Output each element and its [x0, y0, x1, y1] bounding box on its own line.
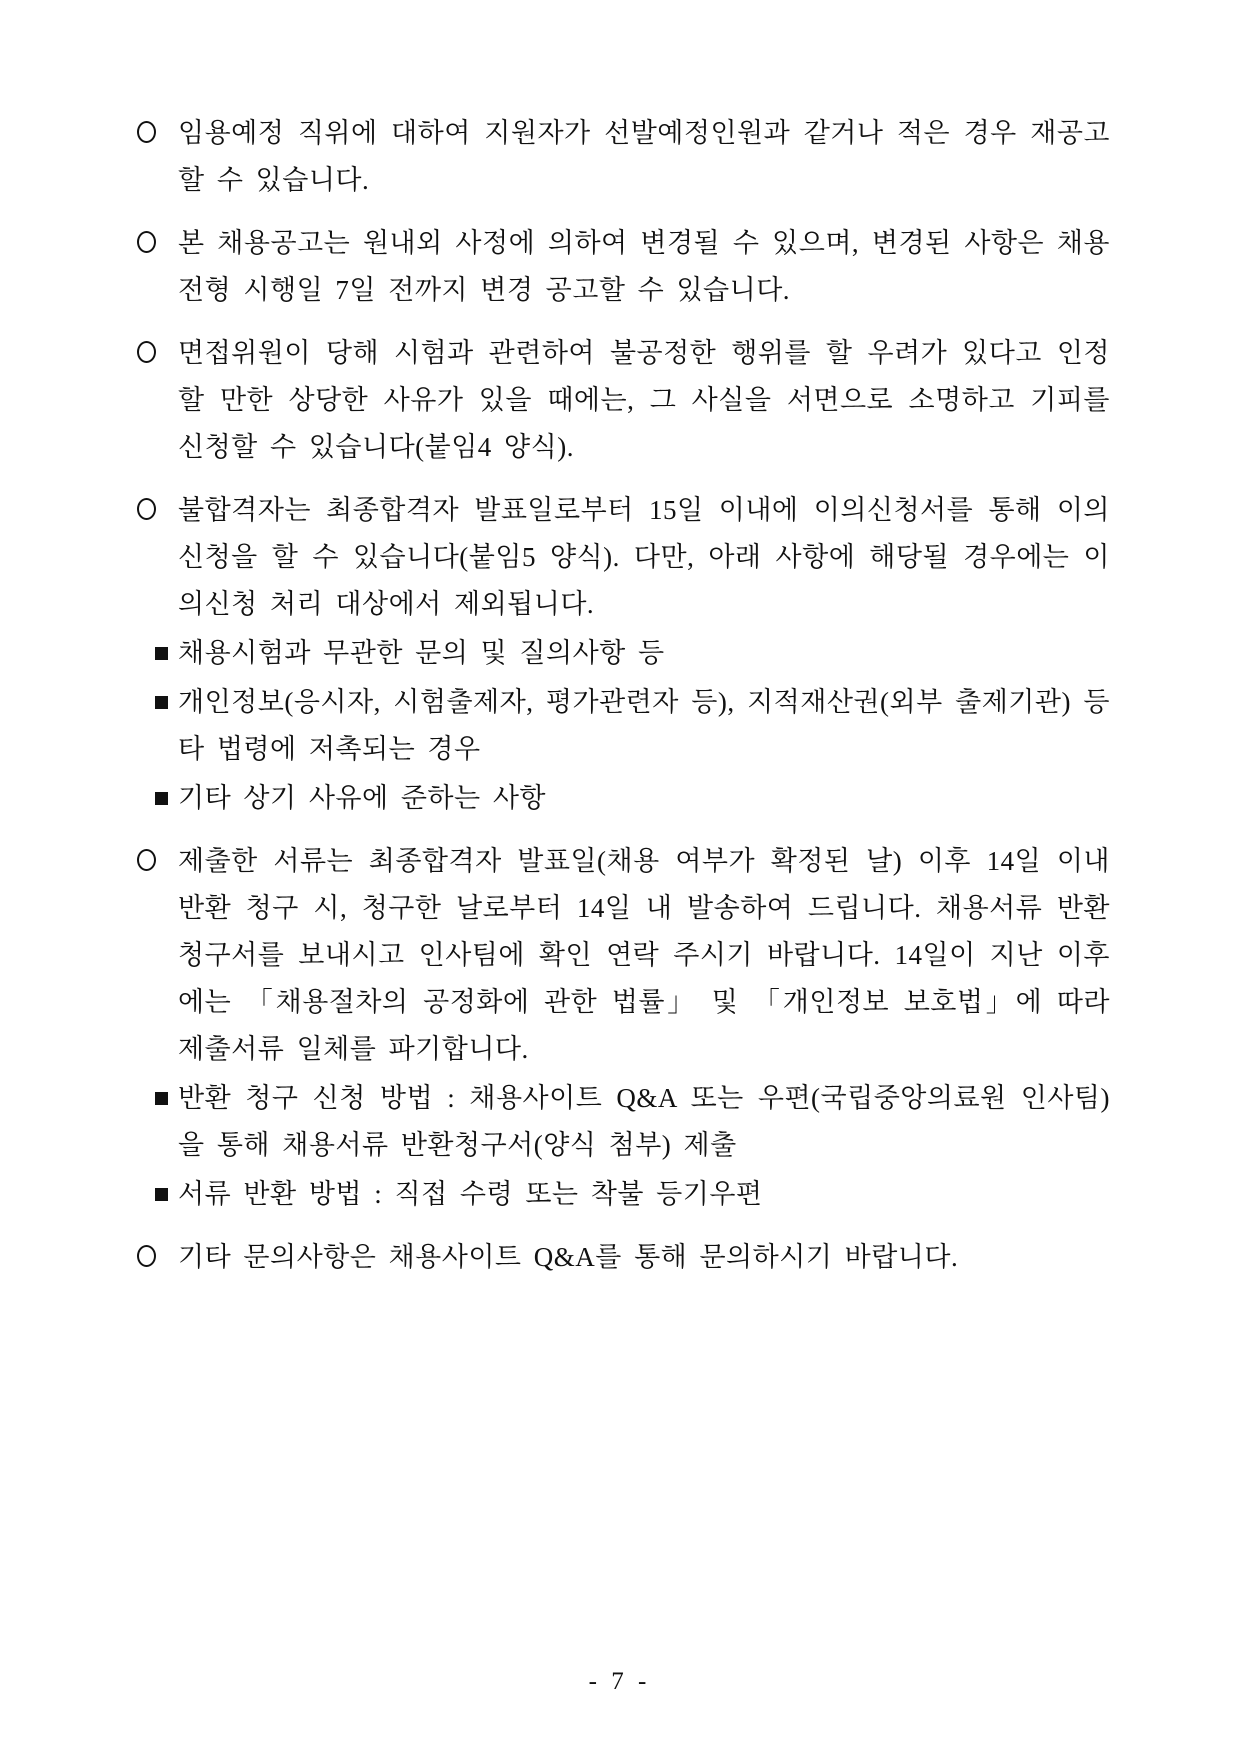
square-bullet-icon [155, 1188, 168, 1201]
notice-item-text: 기타 문의사항은 채용사이트 Q&A를 통해 문의하시기 바랍니다. [178, 1242, 959, 1272]
notice-item [178, 1234, 1110, 1281]
notice-subitem-text: 채용시험과 무관한 문의 및 질의사항 등 [178, 638, 665, 668]
notice-item [178, 220, 1110, 314]
notice-subitem [178, 630, 1110, 677]
notice-item-text: 면접위원이 당해 시험과 관련하여 불공정한 행위를 할 우려가 있다고 인정할 만한 상당한 사유가 있을 때에는, 그 사실을 서면으로 소명하고 기피를 신청할 수 있습니다(붙임4 양식). [178, 338, 1110, 462]
notice-item [178, 110, 1110, 204]
notice-item-text: 본 채용공고는 원내외 사정에 의하여 변경될 수 있으며, 변경된 사항은 채용전형 시행일 7일 전까지 변경 공고할 수 있습니다. [178, 228, 1110, 305]
circle-bullet-icon [137, 341, 156, 363]
circle-bullet-icon [137, 498, 156, 520]
square-bullet-icon [155, 647, 168, 660]
notice-subitem [178, 1171, 1110, 1218]
notice-subitem [178, 679, 1110, 773]
notice-item [178, 487, 1110, 628]
square-bullet-icon [155, 792, 168, 805]
notice-subitem-text: 개인정보(응시자, 시험출제자, 평가관련자 등), 지적재산권(외부 출제기관) 등 타 법령에 저촉되는 경우 [178, 687, 1110, 764]
circle-bullet-icon [137, 849, 156, 871]
notice-subitem-text: 반환 청구 신청 방법 : 채용사이트 Q&A 또는 우편(국립중앙의료원 인사팀)을 통해 채용서류 반환청구서(양식 첨부) 제출 [178, 1083, 1110, 1160]
notice-body [178, 110, 1110, 1281]
circle-bullet-icon [137, 1245, 156, 1267]
notice-item-text: 제출한 서류는 최종합격자 발표일(채용 여부가 확정된 날) 이후 14일 이내 반환 청구 시, 청구한 날로부터 14일 내 발송하여 드립니다. 채용서류 반환청구서를 보내시고 인사팀에 확인 연락 주시기 바랍니다. 14일이 지난 이후에는 「채용절차의 공정화에 관한 법률」 및 「개인정보 보호법」에 따라 제출서류 일체를 파기합니다. [178, 846, 1110, 1064]
circle-bullet-icon [137, 231, 156, 253]
notice-item [178, 330, 1110, 471]
page-number: - 7 - [588, 1668, 651, 1695]
circle-bullet-icon [137, 121, 156, 143]
notice-subitem [178, 775, 1110, 822]
square-bullet-icon [155, 1092, 168, 1105]
notice-subitem [178, 1075, 1110, 1169]
square-bullet-icon [155, 696, 168, 709]
notice-item-text: 불합격자는 최종합격자 발표일로부터 15일 이내에 이의신청서를 통해 이의신청을 할 수 있습니다(붙임5 양식). 다만, 아래 사항에 해당될 경우에는 이의신청 처리 대상에서 제외됩니다. [178, 495, 1110, 619]
notice-item [178, 838, 1110, 1073]
notice-subitem-text: 기타 상기 사유에 준하는 사항 [178, 783, 546, 813]
notice-subitem-text: 서류 반환 방법 : 직접 수령 또는 착불 등기우편 [178, 1179, 763, 1209]
notice-item-text: 임용예정 직위에 대하여 지원자가 선발예정인원과 같거나 적은 경우 재공고할 수 있습니다. [178, 118, 1110, 195]
